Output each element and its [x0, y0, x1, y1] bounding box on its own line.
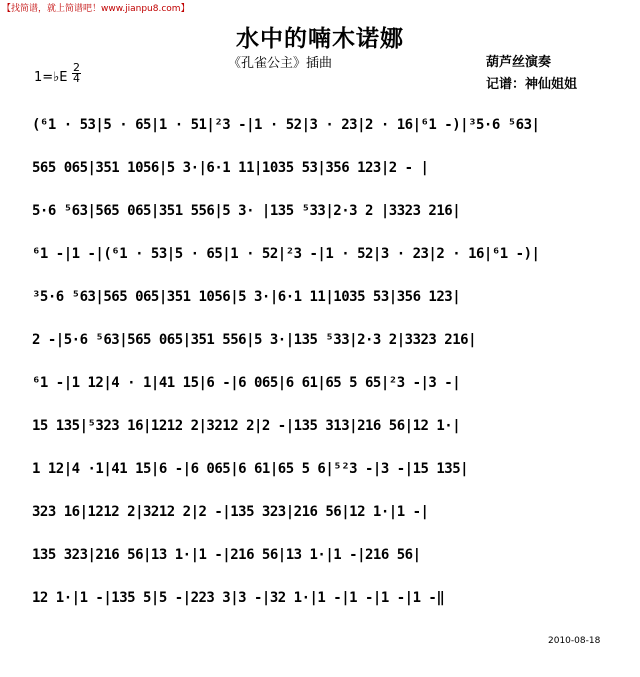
time-signature-bottom: 4 — [73, 72, 80, 85]
time-signature — [72, 63, 81, 84]
score-line: ⁶1 -|1 -|(⁶1 · 53|5 · 65|1 · 52|²3 -|1 · 52|3 · 23|2 · 16|⁶1 -)| — [32, 246, 540, 262]
time-signature-top: 2 — [73, 61, 80, 74]
performer-credit: 葫芦丝演奏 — [486, 55, 552, 70]
score-line: ³5·6 ⁵63|565 065|351 1056|5 3·|6·1 11|1035 53|356 123| — [32, 289, 461, 305]
score-line: 1 12|4 ·1|41 15|6 -|6 065|6 61|65 5 6|⁵²3 -|3 -|15 135| — [32, 461, 469, 477]
score-line: 15 135|⁵323 16|1212 2|3212 2|2 -|135 313|216 56|12 1·| — [32, 418, 461, 434]
transcriber-credit: 记谱：神仙姐姐 — [486, 77, 578, 92]
score-line: 2 -|5·6 ⁵63|565 065|351 556|5 3·|135 ⁵33|2·3 2|3323 216| — [32, 332, 477, 348]
score-line: 12 1·|1 -|135 5|5 -|223 3|3 -|32 1·|1 -|1 -|1 -|1 -‖ — [32, 590, 445, 606]
score-body — [32, 108, 612, 624]
score-line: 565 065|351 1056|5 3·|6·1 11|1035 53|356 123|2 - | — [32, 160, 429, 176]
song-subtitle: 《孔雀公主》插曲 — [228, 56, 333, 71]
watermark-text: 【找简谱，就上简谱吧！www.jianpu8.com】 — [2, 4, 190, 14]
score-line: 5·6 ⁵63|565 065|351 556|5 3· |135 ⁵33|2·3 2 |3323 216| — [32, 203, 461, 219]
score-line: (⁶1 · 53|5 · 65|1 · 51|²3 -|1 · 52|3 · 23|2 · 16|⁶1 -)|³5·6 ⁵63| — [32, 117, 540, 133]
key-signature: 1=♭E — [34, 70, 68, 85]
song-title: 水中的喃木诺娜 — [236, 26, 404, 52]
score-line: 135 323|216 56|13 1·|1 -|216 56|13 1·|1 -|216 56| — [32, 547, 421, 563]
score-line: ⁶1 -|1 12|4 · 1|41 15|6 -|6 065|6 61|65 5 65|²3 -|3 -| — [32, 375, 461, 391]
transcription-date: 2010-08-18 — [548, 636, 601, 646]
score-line: 323 16|1212 2|3212 2|2 -|135 323|216 56|12 1·|1 -| — [32, 504, 429, 520]
